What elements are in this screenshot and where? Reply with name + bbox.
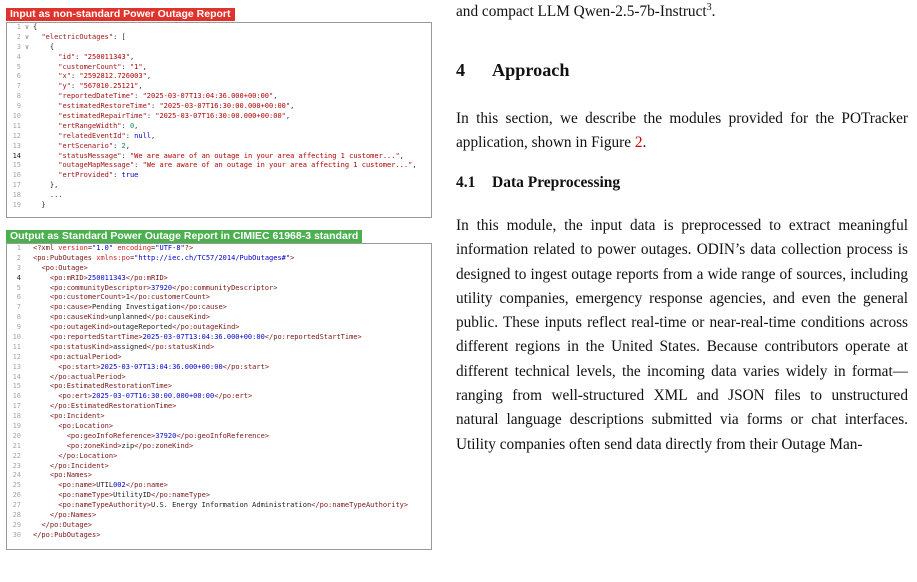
fold-chevron-icon — [21, 122, 33, 132]
fold-chevron-icon: ∨ — [24, 32, 30, 41]
code-text: </po:Outage> — [41, 520, 93, 529]
code-line — [7, 33, 431, 43]
code-text: <po:geoInfoReference>37920</po:geoInfoReference> — [66, 431, 270, 440]
fold-chevron-icon — [21, 363, 33, 373]
fold-chevron-icon — [21, 284, 33, 294]
code-text: <po:EstimatedRestorationTime> — [49, 382, 173, 391]
code-line — [7, 293, 431, 303]
code-text: "outageMapMessage": "We are aware of an outage in your area affecting 1 customer...", — [58, 161, 417, 170]
code-line — [7, 43, 431, 53]
code-text: <po:statusKind>assigned</po:statusKind> — [49, 342, 215, 351]
line-number: 23 — [12, 461, 21, 470]
code-text: <po:nameTypeAuthority>U.S. Energy Information Administration</po:nameTypeAuthority> — [58, 501, 409, 510]
line-number: 2 — [16, 32, 21, 41]
code-line — [7, 333, 431, 343]
fold-chevron-icon — [21, 373, 33, 383]
code-line — [7, 462, 431, 472]
code-line — [7, 491, 431, 501]
code-text: <po:reportedStartTime>2025-03-07T13:04:36.000+00:00</po:reportedStartTime> — [49, 333, 362, 342]
fold-chevron-icon — [21, 53, 33, 63]
code-text: <po:Incident> — [49, 412, 105, 421]
footnote-marker: 3 — [706, 1, 712, 13]
line-number: 18 — [12, 412, 21, 421]
code-line — [7, 102, 431, 112]
code-line — [7, 323, 431, 333]
code-text: "electricOutages": [ — [41, 32, 126, 41]
code-text: <po:customerCount>1</po:customerCount> — [49, 293, 211, 302]
fold-chevron-icon — [21, 452, 33, 462]
line-number: 5 — [16, 283, 21, 292]
code-line — [7, 501, 431, 511]
fold-chevron-icon — [21, 254, 33, 264]
code-text: "customerCount": "1", — [58, 62, 147, 71]
line-number: 8 — [16, 92, 21, 101]
line-number: 18 — [12, 191, 21, 200]
intro-fragment: and compact LLM Qwen-2.5-7b-Instruct$^3$. — [456, 1, 716, 20]
code-line — [7, 284, 431, 294]
code-text: "estimatedRepairTime": "2025-03-07T16:30:00.000+00:00", — [58, 112, 291, 121]
line-number: 24 — [12, 471, 21, 480]
fold-chevron-icon — [21, 432, 33, 442]
code-line — [7, 72, 431, 82]
code-text: <po:ert>2025-03-07T16:30:00.000+00:00</po:ert> — [58, 392, 253, 401]
code-text: <po:name>UTIL002</po:name> — [58, 481, 168, 490]
code-line — [7, 92, 431, 102]
fold-chevron-icon — [21, 303, 33, 313]
subsection-heading — [456, 174, 620, 192]
line-number: 12 — [12, 352, 21, 361]
code-line — [7, 82, 431, 92]
line-number: 3 — [16, 263, 21, 272]
line-number: 17 — [12, 402, 21, 411]
code-line — [7, 353, 431, 363]
code-line — [7, 363, 431, 373]
fold-chevron-icon — [21, 412, 33, 422]
subsection-number: 4.1 — [456, 174, 476, 191]
fold-chevron-icon — [21, 82, 33, 92]
line-number: 27 — [12, 501, 21, 510]
code-text: }, — [33, 181, 59, 190]
line-number: 12 — [12, 131, 21, 140]
fold-chevron-icon: ∨ — [24, 23, 30, 31]
code-text: <?xml version="1.0" encoding="UTF-8"?> — [33, 244, 194, 252]
line-number: 13 — [12, 141, 21, 150]
code-text: </po:EstimatedRestorationTime> — [49, 402, 177, 411]
fold-chevron-icon — [21, 63, 33, 73]
code-text: </po:Names> — [49, 511, 97, 520]
code-text: <po:causeKind>unplanned</po:causeKind> — [49, 313, 211, 322]
line-number: 4 — [16, 273, 21, 282]
code-line — [7, 161, 431, 171]
fold-chevron-icon — [21, 521, 33, 531]
line-number: 6 — [16, 293, 21, 302]
fold-chevron-icon — [21, 382, 33, 392]
code-text: <po:zoneKind>zip</po:zoneKind> — [66, 441, 194, 450]
line-number: 17 — [12, 181, 21, 190]
fold-chevron-icon — [21, 72, 33, 82]
code-line — [7, 201, 431, 211]
code-text: "id": "250011343", — [58, 52, 135, 61]
code-text: <po:Location> — [58, 422, 114, 431]
figure-reference-link[interactable]: 2 — [634, 134, 643, 152]
code-text: <po:communityDescriptor>37920</po:communityDescriptor> — [49, 283, 278, 292]
code-line — [7, 412, 431, 422]
code-line — [7, 142, 431, 152]
line-number: 6 — [16, 72, 21, 81]
line-number: 20 — [12, 431, 21, 440]
code-text: <po:nameType>UtilityID</po:nameType> — [58, 491, 211, 500]
fold-chevron-icon — [21, 491, 33, 501]
fold-chevron-icon — [21, 112, 33, 122]
line-number: 16 — [12, 392, 21, 401]
fold-chevron-icon — [21, 501, 33, 511]
fold-chevron-icon — [21, 152, 33, 162]
code-text: </po:Incident> — [49, 461, 109, 470]
fold-chevron-icon — [21, 161, 33, 171]
code-line — [7, 274, 431, 284]
line-number: 10 — [12, 333, 21, 342]
fold-chevron-icon: ∨ — [24, 42, 30, 51]
code-text: <po:Outage> — [41, 263, 88, 272]
code-line — [7, 63, 431, 73]
fold-chevron-icon — [21, 92, 33, 102]
code-line — [7, 191, 431, 201]
code-text: { — [33, 42, 55, 51]
xml-panel-title: Output as Standard Power Outage Report in CIMIEC 61968-3 standard — [6, 230, 362, 243]
code-line — [7, 432, 431, 442]
code-line — [7, 112, 431, 122]
fold-chevron-icon — [21, 392, 33, 402]
fold-chevron-icon — [21, 313, 33, 323]
code-line — [7, 152, 431, 162]
json-code-panel — [6, 22, 432, 218]
code-text: </po:PubOutages> — [33, 530, 101, 539]
fold-chevron-icon — [21, 531, 33, 541]
code-text: { — [33, 23, 38, 31]
fold-chevron-icon — [21, 264, 33, 274]
fold-chevron-icon — [21, 323, 33, 333]
code-line — [7, 343, 431, 353]
line-number: 5 — [16, 62, 21, 71]
fold-chevron-icon — [21, 343, 33, 353]
code-line — [7, 244, 431, 254]
line-number: 13 — [12, 362, 21, 371]
line-number: 30 — [12, 530, 21, 539]
fold-chevron-icon — [21, 181, 33, 191]
body-paragraph: In this module, the input data is preprocessed to extract meaningful information related to power outages. ODIN’s data collection process is designed to ingest outage reports from a wide range of sources, including utility companies, emergency response agencies, and even the general public. These inputs reflect real-time or near-real-time conditions across different regions in the United States. Because contributors operate at different technical levels, the incoming data varies widely in format—ranging from well-structured XML and JSON files to unstructured natural language descriptions submitted via forms or chat interfaces. Utility companies often send data directly from their Outage Man- — [456, 217, 908, 453]
fold-chevron-icon — [21, 462, 33, 472]
code-text: </po:Location> — [58, 451, 118, 460]
line-number: 29 — [12, 520, 21, 529]
fold-chevron-icon — [21, 171, 33, 181]
fold-chevron-icon — [21, 102, 33, 112]
line-number: 11 — [12, 121, 21, 130]
code-line — [7, 471, 431, 481]
fold-chevron-icon — [21, 442, 33, 452]
fold-chevron-icon — [21, 142, 33, 152]
code-line — [7, 531, 431, 541]
code-line — [7, 511, 431, 521]
code-text: "statusMessage": "We are aware of an outage in your area affecting 1 customer...", — [58, 151, 404, 160]
code-line — [7, 392, 431, 402]
line-number: 8 — [16, 313, 21, 322]
fold-chevron-icon — [21, 132, 33, 142]
line-number: 11 — [12, 342, 21, 351]
code-text: "y": "567010.25121", — [58, 82, 143, 91]
code-text: <po:actualPeriod> — [49, 352, 122, 361]
xml-code-panel — [6, 243, 432, 550]
code-line — [7, 23, 431, 33]
code-text: <po:PubOutages xmlns:po="http://iec.ch/TC57/2014/PubOutages#"> — [33, 253, 295, 262]
fold-chevron-icon — [21, 201, 33, 211]
code-line — [7, 303, 431, 313]
code-text: "reportedDateTime": "2025-03-07T13:04:36.000+00:00", — [58, 92, 278, 101]
code-line — [7, 442, 431, 452]
fold-chevron-icon — [21, 274, 33, 284]
code-text: } — [33, 201, 46, 210]
code-text: <po:mRID>250011343</po:mRID> — [49, 273, 168, 282]
json-panel-title: Input as non-standard Power Outage Report — [6, 8, 235, 21]
fold-chevron-icon — [21, 402, 33, 412]
code-text: "estimatedRestoreTime": "2025-03-07T16:30:00.000+00:00", — [58, 102, 295, 111]
fold-chevron-icon — [21, 353, 33, 363]
line-number: 2 — [16, 253, 21, 262]
code-text: <po:cause>Pending Investigation</po:cause> — [49, 303, 227, 312]
code-line — [7, 264, 431, 274]
fold-chevron-icon — [21, 511, 33, 521]
fold-chevron-icon — [21, 481, 33, 491]
code-line — [7, 481, 431, 491]
line-number: 9 — [16, 102, 21, 111]
line-number: 19 — [12, 201, 21, 210]
line-number: 15 — [12, 382, 21, 391]
line-number: 15 — [12, 161, 21, 170]
line-number: 26 — [12, 491, 21, 500]
subsection-title: Data Preprocessing — [492, 174, 621, 191]
fold-chevron-icon — [21, 244, 33, 254]
code-line — [7, 313, 431, 323]
code-text: <po:outageKind>outageReported</po:outageKind> — [49, 323, 240, 332]
line-number: 16 — [12, 171, 21, 180]
code-line — [7, 452, 431, 462]
line-number: 28 — [12, 511, 21, 520]
code-line — [7, 373, 431, 383]
code-line — [7, 422, 431, 432]
code-line — [7, 181, 431, 191]
section-title: Approach — [492, 60, 570, 80]
code-line — [7, 521, 431, 531]
code-text: "x": "2592812.726003", — [58, 72, 152, 81]
line-number: 3 — [16, 42, 21, 51]
line0-text: and compact LLM Qwen-2.5-7b-Instruct — [456, 3, 707, 20]
code-line — [7, 254, 431, 264]
code-text: "relatedEventId": null, — [58, 131, 156, 140]
line-number: 9 — [16, 323, 21, 332]
intro-paragraph: In this section, we describe the modules provided for the POTracker application, shown in Figure 2. — [456, 110, 908, 152]
line-number: 1 — [16, 244, 21, 252]
fold-chevron-icon — [21, 333, 33, 343]
line-number: 10 — [12, 112, 21, 121]
code-text: </po:actualPeriod> — [49, 372, 126, 381]
code-text: <po:Names> — [49, 471, 93, 480]
fold-chevron-icon — [21, 191, 33, 201]
fold-chevron-icon — [21, 422, 33, 432]
fold-chevron-icon — [21, 471, 33, 481]
section-heading — [456, 60, 569, 81]
line-number: 21 — [12, 441, 21, 450]
code-line — [7, 402, 431, 412]
line-number: 14 — [12, 372, 21, 381]
code-line — [7, 171, 431, 181]
fold-chevron-icon — [21, 293, 33, 303]
line-number: 7 — [16, 82, 21, 91]
code-line — [7, 53, 431, 63]
line-number: 19 — [12, 422, 21, 431]
line-number: 4 — [16, 52, 21, 61]
code-text: "ertScenario": 2, — [58, 141, 130, 150]
line-number: 22 — [12, 451, 21, 460]
line-number: 14 — [12, 151, 21, 160]
code-line — [7, 122, 431, 132]
code-line — [7, 382, 431, 392]
section-number: 4 — [456, 60, 466, 80]
code-text: <po:start>2025-03-07T13:04:36.000+00:00</po:start> — [58, 362, 270, 371]
line-number: 1 — [16, 23, 21, 31]
code-text: "ertProvided": true — [58, 171, 139, 180]
code-line — [7, 132, 431, 142]
line-number: 25 — [12, 481, 21, 490]
line-number: 7 — [16, 303, 21, 312]
code-text: ... — [33, 191, 63, 200]
code-text: "ertRangeWidth": 0, — [58, 121, 139, 130]
